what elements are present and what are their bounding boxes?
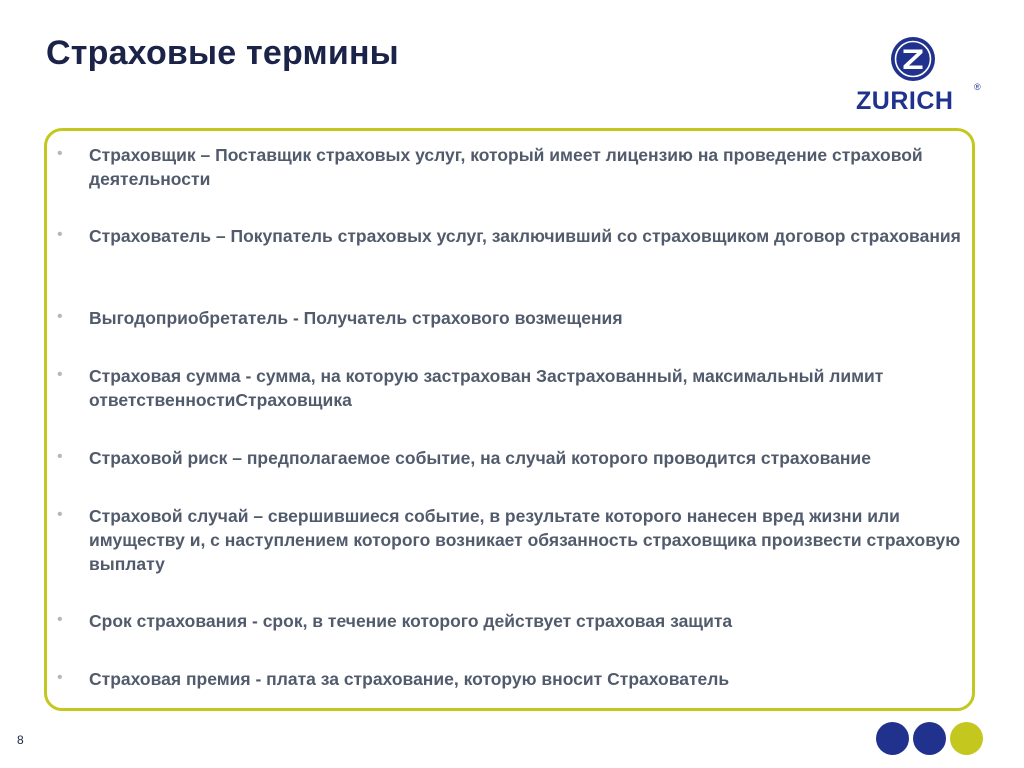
bullet-icon: • (57, 611, 63, 628)
zurich-logo-icon (890, 36, 936, 82)
blue-dot-icon (876, 722, 909, 755)
bullet-icon: • (57, 669, 63, 686)
term-text: Срок страхования - срок, в течение которого действует страховая защита (89, 611, 733, 631)
green-dot-icon (950, 722, 983, 755)
bullet-icon: • (57, 145, 63, 162)
term-text: Страховщик – Поставщик страховых услуг, который имеет лицензию на проведение страховой деятельности (89, 145, 923, 189)
bullet-icon: • (57, 308, 63, 325)
bullet-icon: • (57, 366, 63, 383)
term-text: Страховой риск – предполагаемое событие, на случай которого проводится страхование (89, 448, 871, 468)
term-text: Выгодоприобретатель - Получатель страхового возмещения (89, 308, 623, 328)
bullet-icon: • (57, 506, 63, 523)
blue-dot-icon (913, 722, 946, 755)
zurich-logo (850, 36, 985, 118)
registered-mark: ® (974, 82, 981, 92)
bullet-icon: • (57, 448, 63, 465)
term-text: Страхователь – Покупатель страховых услуг, заключивший со страховщиком договор страхования (89, 226, 961, 246)
page-number: 8 (17, 733, 24, 747)
term-text: Страховой случай – свершившиеся событие, в результате которого нанесен вред жизни или имуществу и, с наступлением которого возникает обязанность страховщика произвести страховую выплату (89, 506, 961, 574)
term-text: Страховая премия - плата за страхование, которую вносит Страхователь (89, 669, 730, 689)
slide-title: Страховые термины (46, 34, 399, 72)
bullet-icon: • (57, 226, 63, 243)
logo-wordmark: ZURICH (856, 87, 954, 115)
term-text: Страховая сумма - сумма, на которую застрахован Застрахованный, максимальный лимит ответственностиСтраховщика (89, 366, 884, 410)
terms-panel (44, 128, 975, 711)
